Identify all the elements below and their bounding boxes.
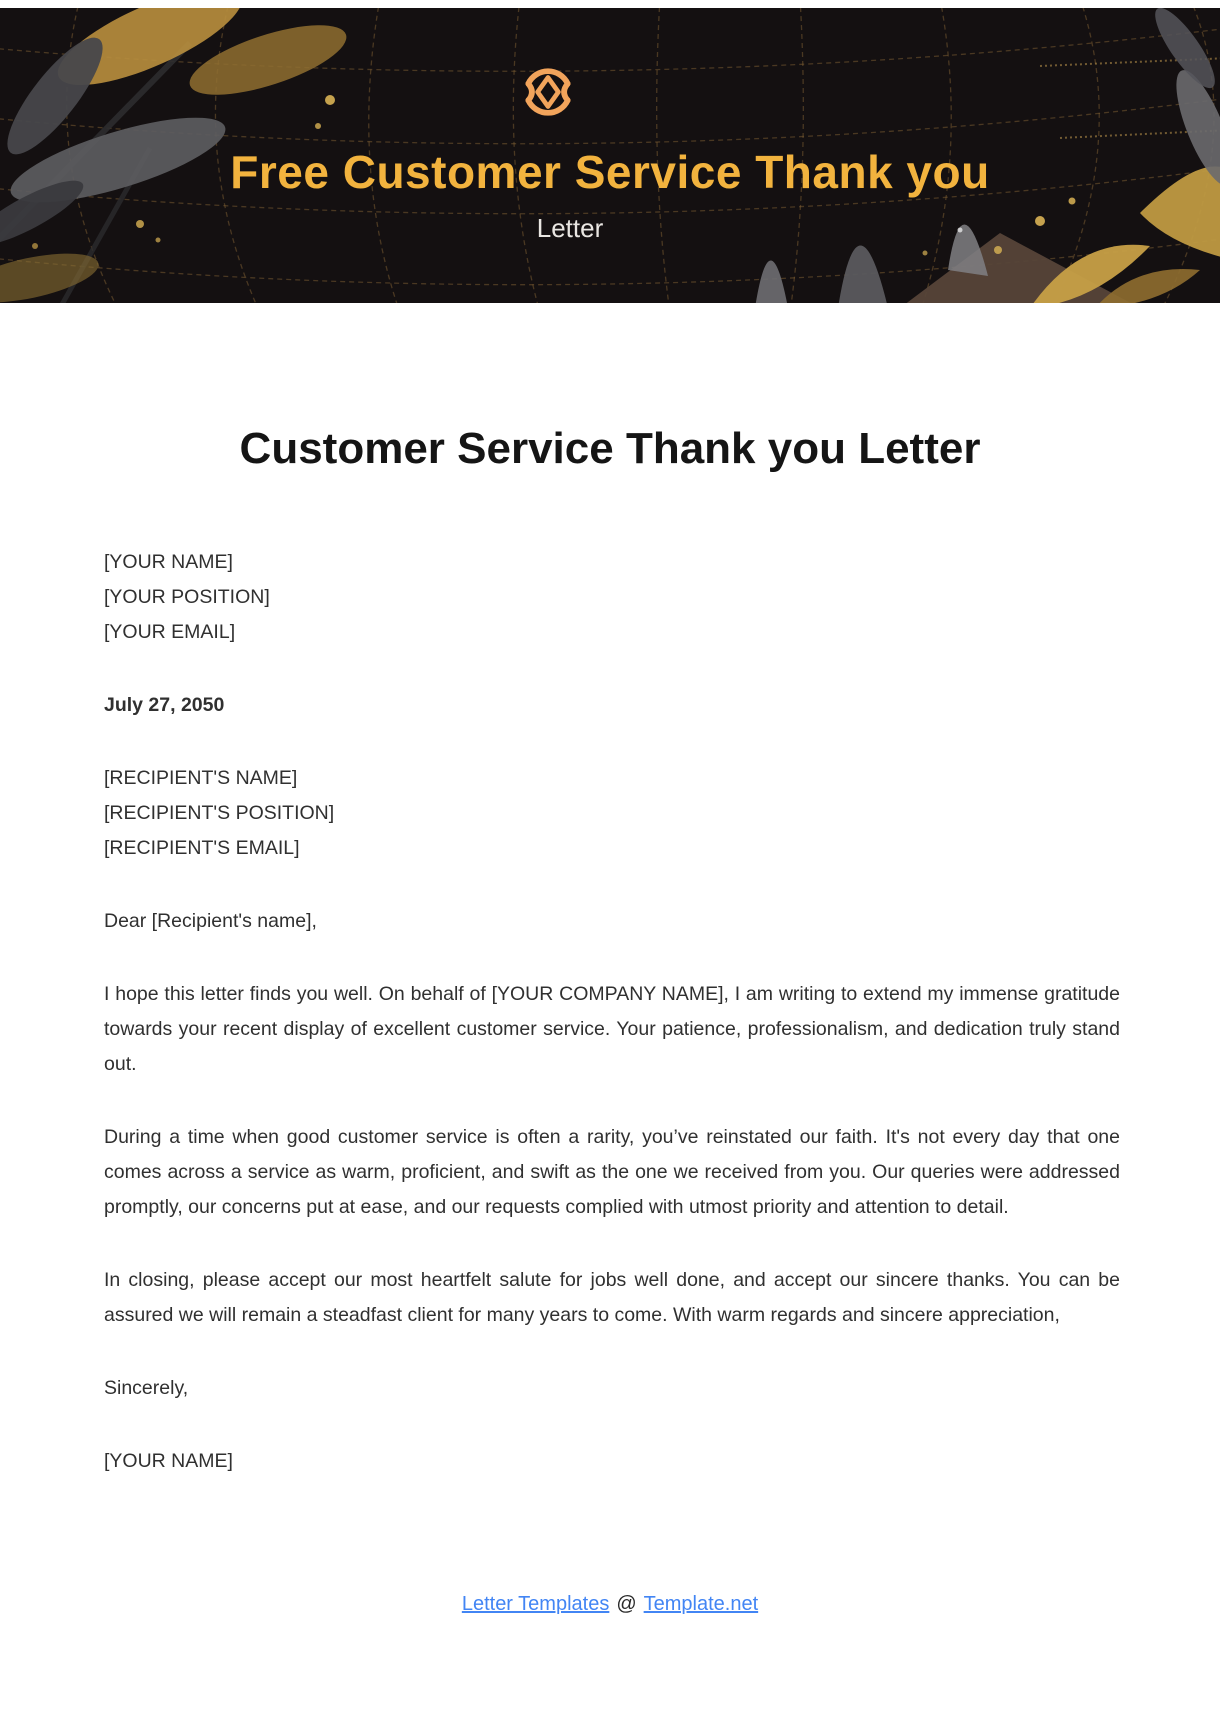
- paragraph-3: In closing, please accept our most heartfelt salute for jobs well done, and accept our sincere thanks. You can be assured we will remain a steadfast client for many years to come. With warm regards and sincere appreciation,: [104, 1269, 1120, 1326]
- attribution-footer: [0, 1589, 1220, 1619]
- recipient-block: [104, 761, 1120, 866]
- letter-content: [104, 545, 1120, 1517]
- attribution-separator: @: [616, 1593, 637, 1615]
- document-title: Customer Service Thank you Letter: [239, 424, 981, 473]
- sender-email: [YOUR EMAIL]: [104, 621, 236, 643]
- template-net-link[interactable]: Template.net: [643, 1593, 759, 1615]
- closing: Sincerely,: [104, 1377, 189, 1399]
- letter-date: July 27, 2050: [104, 694, 225, 716]
- paragraph-2: During a time when good customer service is often a rarity, you’ve reinstated our faith. It's not every day that one comes across a service as warm, proficient, and swift as the one we received from you. Our queries were addressed promptly, our concerns put at ease, and our requests complied with utmost priority and attention to detail.: [104, 1126, 1120, 1218]
- sender-block: [104, 545, 1120, 650]
- recipient-position: [RECIPIENT'S POSITION]: [104, 802, 335, 824]
- letter-templates-link[interactable]: Letter Templates: [461, 1593, 610, 1615]
- salutation: Dear [Recipient's name],: [104, 910, 317, 932]
- recipient-name: [RECIPIENT'S NAME]: [104, 767, 298, 789]
- recipient-email: [RECIPIENT'S EMAIL]: [104, 837, 300, 859]
- sender-position: [YOUR POSITION]: [104, 586, 270, 608]
- signature-placeholder: [YOUR NAME]: [104, 1450, 233, 1472]
- paragraph-1: I hope this letter finds you well. On behalf of [YOUR COMPANY NAME], I am writing to extend my immense gratitude towards your recent display of excellent customer service. Your patience, professionalism, and dedication truly stand out.: [104, 983, 1120, 1075]
- banner-subtitle: Letter: [536, 213, 604, 243]
- sender-name: [YOUR NAME]: [104, 551, 233, 573]
- template-banner: [0, 8, 1220, 303]
- banner-title: Free Customer Service Thank you: [230, 146, 990, 198]
- brand-logo-icon: [520, 54, 576, 130]
